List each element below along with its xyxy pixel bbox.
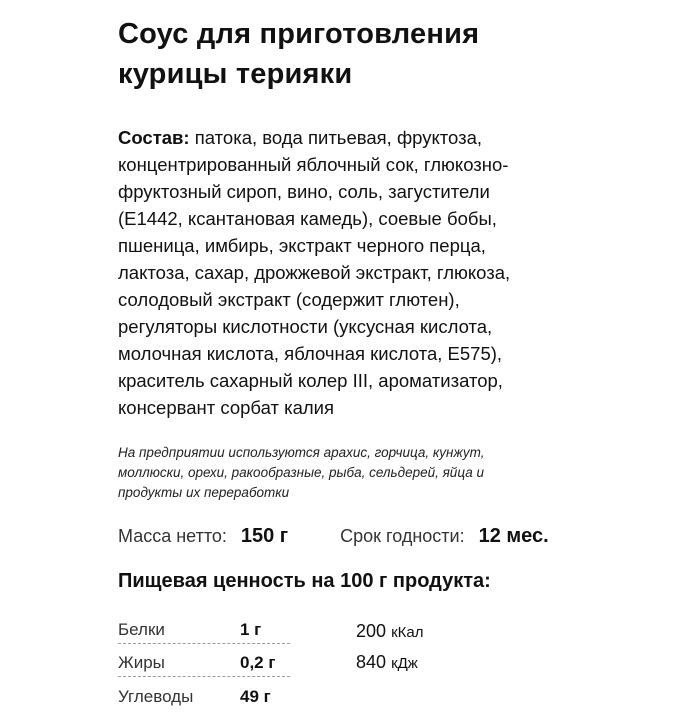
composition-line: патока, вода питьевая, фруктоза, (189, 127, 483, 148)
composition-line: лактоза, сахар, дрожжевой экстракт, глюкоза, (118, 262, 511, 283)
net-weight-label: Масса нетто: (118, 526, 227, 546)
nutrition-row-protein (118, 611, 290, 644)
nutrition-row-carbs (118, 677, 290, 710)
composition-line: солодовый экстракт (содержит глютен), (118, 289, 460, 310)
nutrition-table (118, 611, 588, 721)
composition-block (118, 124, 588, 421)
composition-line: регуляторы кислотности (уксусная кислота, (118, 316, 493, 337)
composition-line: краситель сахарный колер III, ароматизатор, (118, 370, 503, 391)
energy-value: 200 (356, 621, 387, 641)
composition-line: пшеница, имбирь, экстракт черного перца, (118, 235, 486, 256)
energy-unit: кДж (391, 655, 418, 672)
nutrition-title: Пищевая ценность на 100 г продукта: (118, 570, 491, 592)
composition-line: концентрированный яблочный сок, глюкозно- (118, 154, 509, 175)
nutrient-name: Углеводы (118, 687, 194, 706)
product-title (118, 14, 588, 94)
shelf-life-label: Срок годности: (340, 526, 465, 546)
nutrient-name: Жиры (118, 653, 165, 672)
nutrient-value: 1 г (240, 620, 262, 639)
nutrient-name: Белки (118, 620, 165, 639)
shelf-life-value: 12 мес. (478, 525, 549, 547)
specs-row (118, 525, 588, 548)
allergen-line: продукты их переработки (118, 485, 290, 500)
composition-line: (E1442, ксантановая камедь), соевые бобы, (118, 208, 497, 229)
allergen-line: моллюски, орехи, ракообразные, рыба, сельдерей, яйца и (118, 465, 484, 480)
net-weight-value: 150 г (240, 525, 289, 547)
nutrient-value: 0,2 г (240, 653, 276, 672)
energy-kcal (356, 621, 423, 642)
allergen-notice (118, 443, 588, 503)
allergen-line: На предприятии используются арахис, горчица, кунжут, (118, 445, 485, 460)
nutrient-value: 49 г (240, 687, 271, 706)
composition-line: молочная кислота, яблочная кислота, E575), (118, 343, 503, 364)
composition-line: фруктозный сироп, вино, соль, загустители (118, 181, 490, 202)
product-label (118, 14, 588, 721)
energy-value: 840 (356, 652, 387, 672)
nutrition-row-fat (118, 644, 290, 677)
composition-label: Состав: (118, 127, 190, 148)
energy-unit: кКал (391, 624, 424, 641)
title-line-1: Соус для приготовления (118, 18, 480, 50)
composition-line: консервант сорбат калия (118, 397, 335, 418)
title-line-2: курицы терияки (118, 58, 353, 90)
energy-kj (356, 652, 418, 673)
